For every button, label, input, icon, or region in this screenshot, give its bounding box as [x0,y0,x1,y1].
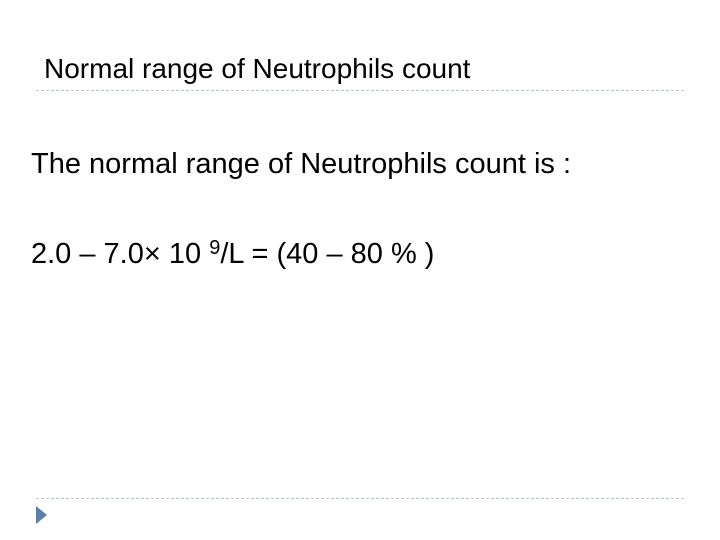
range-prefix: 2.0 – 7.0× 10 [31,238,210,270]
triangle-bullet-icon [36,506,47,524]
range-suffix: /L = (40 – 80 % ) [220,238,435,270]
body-line-1: The normal range of Neutrophils count is : [31,148,571,180]
footer-divider [36,498,684,499]
body-line-2 [31,237,434,274]
slide-title: Normal range of Neutrophils count [44,53,471,84]
range-exponent: 9 [209,237,221,259]
title-divider [36,90,684,91]
